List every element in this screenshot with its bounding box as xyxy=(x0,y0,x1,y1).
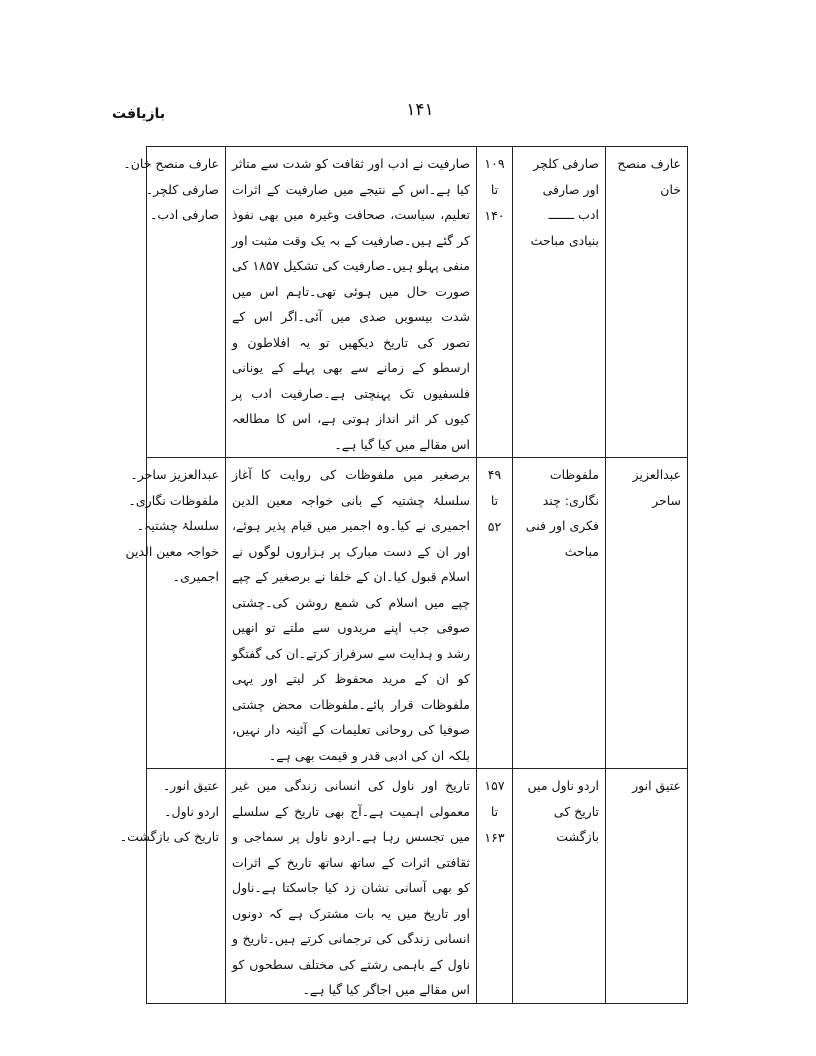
pages-cell xyxy=(477,769,513,1004)
page-start: ۴۹ xyxy=(487,467,502,482)
page-end: ۵۲ xyxy=(487,519,502,534)
page-end: ۱۴۰ xyxy=(484,208,505,223)
keywords-cell xyxy=(119,769,226,1004)
keyword: سلسلۂ چشتیہ۔ xyxy=(136,518,219,533)
page-number: ۱۴۱ xyxy=(406,100,434,120)
page-range-word: تا xyxy=(490,182,499,197)
keyword: ملفوظات نگاری۔ xyxy=(128,492,219,508)
table-row xyxy=(147,458,688,769)
table-row xyxy=(147,769,688,1004)
keyword: عبدالعزیز ساحر۔ xyxy=(130,467,219,482)
keywords-cell xyxy=(123,147,226,458)
keyword: اجمیری۔ xyxy=(172,569,219,584)
page-start: ۱۰۹ xyxy=(484,156,505,171)
summary-cell: برصغیر میں ملفوظات کی روایت کا آغاز سلسلۂ چشتیہ کے بانی خواجہ معین الدین اجمیری نے کیا۔وہ اجمیر میں قیام پذیر ہوئے، اور ان کے دست مبارک پر ہزاروں لوگوں نے اسلام قبول کیا۔ان کے خلفا نے برصغیر کے چپے چپے میں اسلام کی شمع روشن کی۔چشتی صوفی جب اپنے مریدوں سے ملتے تو انھیں رشد و ہدایت سے سرفراز کرتے۔ان کی گفتگو کو ان کے مرید محفوظ کر لیتے اور یہی ملفوظات قرار پائے۔ملفوظات محض چشتی صوفیا کی روحانی تعلیمات کے آئینہ دار نہیں، بلکہ ان کی ادبی قدر و قیمت بھی ہے۔ xyxy=(226,458,477,769)
table-row xyxy=(147,147,688,458)
keyword: صارفی کلچر۔ xyxy=(145,181,219,197)
title-cell: اردو ناول میں تاریخ کی بازگشت xyxy=(513,769,606,1004)
author-cell: عارف منصح خان xyxy=(606,147,688,458)
summary-cell: تاریخ اور ناول کی انسانی زندگی میں غیر معمولی اہمیت ہے۔آج بھی تاریخ کے سلسلے میں تجسس رہا ہے۔اردو ناول پر سماجی و ثقافتی اثرات کے ساتھ ساتھ تاریخ کے اثرات کو بھی آسانی نشان زد کیا جاسکتا ہے۔ناول اور تاریخ میں یہ بات مشترک ہے کہ دونوں انسانی زندگی کی ترجمانی کرتے ہیں۔تاریخ و ناول کے باہمی رشتے کی مختلف سطحوں کو اس مقالے میں اجاگر کیا گیا ہے۔ xyxy=(226,769,477,1004)
running-head: بازیافت xyxy=(112,106,166,122)
page-range-word: تا xyxy=(490,804,499,819)
keyword: صارفی ادب۔ xyxy=(150,207,219,222)
title-cell: صارفی کلچر اور صارفی ادب ـــــــ بنیادی مباحث xyxy=(513,147,606,458)
keyword: عتیق انور۔ xyxy=(162,778,219,793)
author-cell: عبدالعزیز ساحر xyxy=(606,458,688,769)
page-end: ۱۶۳ xyxy=(484,830,505,845)
abstracts-table xyxy=(119,146,688,1004)
author-cell: عتیق انور xyxy=(606,769,688,1004)
keyword: عارف منصح خان۔ xyxy=(123,156,219,171)
page-range-word: تا xyxy=(490,493,499,508)
keyword: تاریخ کی بازگشت۔ xyxy=(119,829,219,844)
pages-cell xyxy=(477,458,513,769)
title-cell: ملفوظات نگاری: چند فکری اور فنی مباحث xyxy=(513,458,606,769)
pages-cell xyxy=(477,147,513,458)
keywords-cell xyxy=(125,458,226,769)
keyword: خواجہ معین الدین xyxy=(125,543,219,559)
summary-cell: صارفیت نے ادب اور ثقافت کو شدت سے متاثر کیا ہے۔اس کے نتیجے میں صارفیت کے اثرات تعلیم، سیاست، صحافت وغیرہ میں بھی نفوذ کر گئے ہیں۔صارفیت کے بہ یک وقت مثبت اور منفی پہلو ہیں۔صارفیت کی تشکیل ۱۸۵۷ کی صورت حال میں ہوئی تھی۔تاہم اس میں شدت بیسویں صدی میں آئی۔اگر اس کے تصور کی تاریخ دیکھیں تو یہ افلاطون و ارسطو کے زمانے سے بھی پہلے کے یونانی فلسفیوں تک پہنچتی ہے۔صارفیت ادب پر کیوں کر اثر انداز ہوتی ہے، اس کا مطالعہ اس مقالے میں کیا گیا ہے۔ xyxy=(226,147,477,458)
page-start: ۱۵۷ xyxy=(484,778,505,793)
keyword: اردو ناول۔ xyxy=(164,803,219,819)
